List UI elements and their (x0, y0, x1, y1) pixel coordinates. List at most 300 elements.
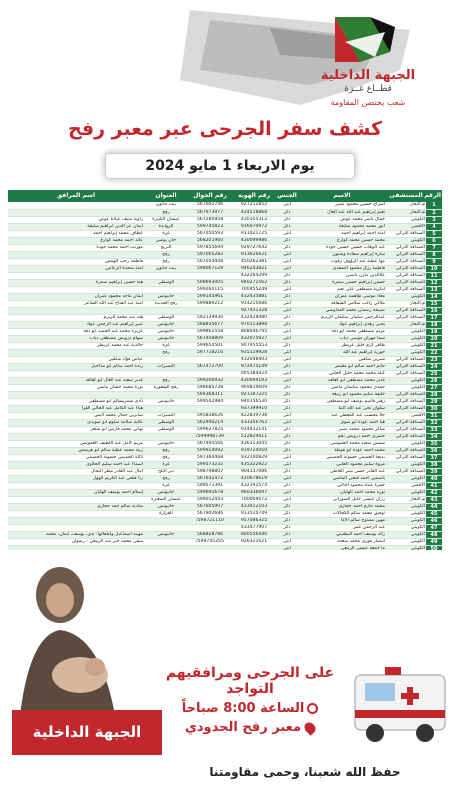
table-cell: 13 (426, 286, 442, 293)
table-cell: صبيحة رمضان محمد المداوسي (298, 307, 386, 314)
table-cell: 599627825 (188, 426, 232, 433)
table-cell: فاطمة رجب الهمص (8, 258, 144, 265)
table-cell: 599260115 (188, 286, 232, 293)
table-cell: الكويتي (386, 538, 426, 545)
travel-table-wrapper (8, 190, 442, 550)
table-cell: الكويتي (386, 328, 426, 335)
table-cell: توفيق محمد سالم الكجالات (298, 510, 386, 517)
table-cell: 35 (426, 440, 442, 447)
table-cell: 599691678 (188, 489, 232, 496)
table-cell: 432264299 (232, 272, 276, 279)
table-cell: الكويتي (386, 475, 426, 482)
table-cell: سارة إبراهيم سعادة وشنون (298, 251, 386, 258)
table-cell: الصداقة التركي (386, 272, 426, 279)
table-cell (8, 517, 144, 524)
table-cell (8, 272, 144, 279)
table-cell: خانيونس (144, 398, 188, 405)
table-cell (8, 524, 144, 531)
table-cell: الصداقة التركي (386, 258, 426, 265)
table-cell: إسلام احمد يوسف الهليان (8, 489, 144, 496)
table-cell: نوره محمد احمد الهليان (298, 489, 386, 496)
table-cell: كيلة محمد محمد خليل الحلبي (298, 370, 386, 377)
table-cell: ذكر (276, 524, 298, 531)
table-cell: 432435881 (232, 293, 276, 300)
table-cell: ذكر (276, 293, 298, 300)
table-cell: أنثى (276, 356, 298, 363)
footer (0, 555, 450, 800)
table-row (8, 377, 442, 384)
table-cell: 29 (426, 398, 442, 405)
table-row (8, 335, 442, 342)
table-cell: يحيى زهدي إبراهيم عواد (298, 321, 386, 328)
wounded-person-photo (0, 555, 140, 715)
table-cell: عبدالرحمن سلمان سليمان الزيرم (298, 314, 386, 321)
table-row (8, 454, 442, 461)
table-cell: شيرين شاهين (298, 356, 386, 363)
table-cell: ذكر (276, 342, 298, 349)
table-cell: 5 (426, 230, 442, 237)
table-cell: ذكر (276, 510, 298, 517)
table-cell: ثائلة الخميس حسونة الحصيني (8, 454, 144, 461)
table-body (8, 202, 442, 550)
table-cell: 21 (426, 342, 442, 349)
table-row (8, 531, 442, 538)
table-cell: 567002746 (188, 202, 232, 209)
logo-flag-icon (330, 12, 400, 67)
table-cell: 905184024 (232, 370, 276, 377)
table-cell: ذكر (276, 426, 298, 433)
table-cell: 47 (426, 524, 442, 531)
table-cell: أنثى (276, 475, 298, 482)
table-cell: م.النجار (386, 209, 426, 216)
table-cell (188, 272, 232, 279)
table-cell: خانيونس (144, 503, 188, 510)
column-header: الجنس (276, 190, 298, 202)
table-cell: 567605907 (188, 503, 232, 510)
table-cell: 907955553 (232, 342, 276, 349)
table-cell: نادي شمريسالم ابو مصطفى (8, 398, 144, 405)
table-cell (144, 538, 188, 545)
table-cell: الصداقة التركي (386, 363, 426, 370)
table-cell: 41 (426, 482, 442, 489)
table-cell: 3 (426, 216, 442, 223)
table-cell: 45 (426, 510, 442, 517)
table-cell: رفح (144, 454, 188, 461)
table-row (8, 279, 442, 286)
table-cell: الصداقة التركي (386, 454, 426, 461)
table-cell: محمد احمد عودة ابو فوطة (298, 447, 386, 454)
table-cell: رفح الجديدة (144, 300, 188, 307)
table-cell: أنثى (276, 286, 298, 293)
table-cell: الوسطى (144, 426, 188, 433)
table-cell: مروة سليم محمود الحلبي (298, 461, 386, 468)
table-cell: 935119928 (232, 349, 276, 356)
table-cell (8, 251, 144, 258)
table-cell: مهيبة اسماعيل واطفالها: ندى، يوسف، ايمان، محمد (8, 531, 144, 538)
table-cell: أنثى (276, 538, 298, 545)
table-cell (8, 510, 144, 517)
table-cell: شاكر محمود محمد نصير (298, 426, 386, 433)
table-cell: أنثى (276, 251, 298, 258)
table-cell: الصداقة التركي (386, 398, 426, 405)
table-cell: الصداقة التركي (386, 405, 426, 412)
table-cell: 567031472 (188, 475, 232, 482)
table-cell: 921187225 (232, 391, 276, 398)
table-cell: عبسان الصغيرة (144, 496, 188, 503)
table-cell: أنثى (276, 349, 298, 356)
table-cell (144, 391, 188, 398)
table-cell (144, 517, 188, 524)
table-header-row (8, 190, 442, 202)
table-cell: الصداقة التركي (386, 419, 426, 426)
table-row (8, 426, 442, 433)
table-cell: 568835677 (188, 321, 232, 328)
table-cell: 940156530 (232, 398, 276, 405)
table-cell: نعيم إبراهيم عبد الله عبد العال (298, 209, 386, 216)
table-cell: ذكر (276, 440, 298, 447)
table-cell: 592139930 (188, 314, 232, 321)
table-cell: ذكر (276, 503, 298, 510)
table-cell: 595838626 (188, 412, 232, 419)
table-cell: 432428480 (232, 314, 276, 321)
table-cell (8, 349, 144, 356)
table-cell: 970113898 (232, 321, 276, 328)
table-cell: امنة عبد الفتاح عبد الله الشاعر (8, 300, 144, 307)
table-cell: 2 (426, 209, 442, 216)
table-cell: 31 (426, 412, 442, 419)
table-cell: 598067129 (188, 265, 232, 272)
location-pin-icon (302, 720, 318, 736)
table-cell: 927451328 (232, 307, 276, 314)
table-cell: الصداقة التركي (386, 447, 426, 454)
table-cell: جمال ياسر محمد عوض (298, 216, 386, 223)
table-cell: مهين ممدوح سالم الاغا (298, 517, 386, 524)
table-cell: 48 (426, 531, 442, 538)
table-cell: 972475149 (232, 363, 276, 370)
table-row (8, 321, 442, 328)
column-header: الاسم (298, 190, 386, 202)
table-cell: معاذ موسى ظاهمه عمران (298, 293, 386, 300)
table-cell: الكويتي (386, 489, 426, 496)
table-cell: أنثى (276, 370, 298, 377)
table-cell: الصداقة التركي (386, 230, 426, 237)
table-row (8, 356, 442, 363)
table-cell: 960336097 (232, 489, 276, 496)
table-cell: 567902686 (188, 510, 232, 517)
table-cell: 435322922 (232, 461, 276, 468)
column-header: العنوان (144, 190, 188, 202)
table-cell (188, 545, 232, 550)
table-cell: الكويتي (386, 545, 426, 550)
table-cell: 599889212 (188, 300, 232, 307)
table-cell: 937399910 (232, 405, 276, 412)
table-cell (8, 545, 144, 550)
table-row (8, 545, 442, 550)
table-cell: هند عبد محمد الزيرم (8, 314, 144, 321)
instruction-time: الساعة 8:00 صباحاً (181, 701, 305, 716)
table-cell: خانيونس (144, 321, 188, 328)
table-cell: ذكر (276, 398, 298, 405)
table-cell: ما جمعة عيسى الربيعي (298, 545, 386, 550)
table-cell: أنثى (276, 377, 298, 384)
table-cell (188, 307, 232, 314)
table-cell: الكويتي (386, 510, 426, 517)
table-cell: 567472700 (188, 363, 232, 370)
table-cell: 914215686 (232, 300, 276, 307)
table-cell (144, 524, 188, 531)
table-cell: الكويتي (386, 531, 426, 538)
table-cell: م.النجار (386, 300, 426, 307)
table-cell: آمال عبد القادر مطر البحال (8, 468, 144, 475)
page-title: كشف سفر الجرحى عبر معبر رفح (67, 118, 383, 140)
table-cell: ذكر (276, 321, 298, 328)
table-cell: 594368311 (188, 391, 232, 398)
table-cell: شمس سعيد محمد العموسي (298, 440, 386, 447)
table-cell: 568201960 (188, 237, 232, 244)
table-cell: اسماء عبد احمد سليم الحلاوي (8, 461, 144, 468)
table-cell: حمزة عماد محمود الذالي (298, 482, 386, 489)
table-cell (188, 356, 232, 363)
table-cell: عزيزة محمد عبد الحميد ابو دقة (8, 328, 144, 335)
table-cell: امنة احمد ابراهيم احمد (298, 230, 386, 237)
table-cell: 27 (426, 384, 442, 391)
table-cell: مها عطية عبد الرؤوف رقوت (298, 258, 386, 265)
table-cell: سلوان نجي عبد الله البنا (298, 405, 386, 412)
table-cell: 12 (426, 279, 442, 286)
table-cell: 957086325 (232, 517, 276, 524)
table-cell (8, 202, 144, 209)
table-cell: رفح (144, 475, 188, 482)
table-cell: امنة شحدة الزعانين (8, 265, 144, 272)
table-cell: خانيونس (144, 335, 188, 342)
table-cell: لنكرية مصطفى علي نجم (298, 286, 386, 293)
table-cell: 20 (426, 335, 442, 342)
column-header: المستشفى (386, 190, 426, 202)
table-cell: 599145961 (188, 293, 232, 300)
table-row (8, 216, 442, 223)
table-cell: ذكر (276, 363, 298, 370)
table-row (8, 307, 442, 314)
table-cell: 22 (426, 349, 442, 356)
table-cell: غدير سعيد عبد العال ابو كفاقه (8, 377, 144, 384)
table-cell: مريم كامل عبد اللطيف العموسي (8, 440, 144, 447)
table-cell: الكويتي (386, 461, 426, 468)
table-cell: 16 (426, 307, 442, 314)
table-cell: 916070972 (232, 223, 276, 230)
table-row (8, 482, 442, 489)
table-cell: 927212852 (232, 202, 276, 209)
table-cell: 4 (426, 223, 442, 230)
table-cell: 9 (426, 258, 442, 265)
table-cell (232, 545, 276, 550)
table-cell: عبير إبراهيم عبد الرحمن عواد (8, 321, 144, 328)
table-cell: 6 (426, 237, 442, 244)
table-cell: عبد الرحمن عمر (298, 524, 386, 531)
table-cell: الصداقة التركي (386, 370, 426, 377)
table-cell: الكويتي (386, 237, 426, 244)
table-cell: أنثى (276, 412, 298, 419)
table-cell: 24 (426, 363, 442, 370)
table-cell: 19 (426, 328, 442, 335)
table-cell: خان يونس (144, 237, 188, 244)
table-cell: خليفة سليم محمود ابو ربيعة (298, 391, 386, 398)
table-cell: 599861558 (188, 328, 232, 335)
table-cell (144, 433, 188, 440)
table-cell: 26 (426, 377, 442, 384)
table-cell: 904337086 (232, 468, 276, 475)
table-row (8, 314, 442, 321)
column-header: الرقم (426, 190, 442, 202)
table-cell: 919724050 (232, 447, 276, 454)
table-row (8, 363, 442, 370)
table-cell: الكويتي (386, 524, 426, 531)
table-cell: ياسمين احمد فتحي الماسي (298, 475, 386, 482)
table-cell: أنثى (276, 496, 298, 503)
table-cell: ذكر (276, 216, 298, 223)
table-cell: 599573232 (188, 461, 232, 468)
table-cell: 567280958 (188, 216, 232, 223)
table-cell: 567408809 (188, 335, 232, 342)
table-cell: عبسان الكبيرة (144, 216, 188, 223)
table-cell (8, 391, 144, 398)
table-cell: محمد حازم احمد حجازي (298, 503, 386, 510)
table-cell: راوية منيف عيادة عوض (8, 216, 144, 223)
table-cell: 7 (426, 244, 442, 251)
table-cell: الصداقة التركي (386, 433, 426, 440)
travel-table (8, 190, 442, 550)
table-cell: 34 (426, 433, 442, 440)
table-cell: الكويتي (386, 384, 426, 391)
table-cell: حسين إبراهيم حسين سمرة (298, 279, 386, 286)
table-cell: 913626621 (232, 251, 276, 258)
table-cell: خانيونس (144, 293, 188, 300)
table-cell: رفح (144, 251, 188, 258)
table-cell: هيا احمد عودة ابو صوي (298, 419, 386, 426)
table-cell: الكويتي (386, 293, 426, 300)
table-cell: ذكر (276, 405, 298, 412)
table-row (8, 237, 442, 244)
table-cell: أنثى (276, 335, 298, 342)
table-cell: 433477907 (232, 524, 276, 531)
table-cell: البريج (144, 244, 188, 251)
table-cell: 10 (426, 265, 442, 272)
column-header: رقم الجوال (188, 190, 232, 202)
table-cell: عبد الوهاب حسين حسين جودة (298, 244, 386, 251)
table-row (8, 258, 442, 265)
table-cell: 44 (426, 503, 442, 510)
table-cell: دير البلح (144, 468, 188, 475)
table-cell: 43 (426, 496, 442, 503)
table-cell: أنثى (276, 454, 298, 461)
table-cell: أنثى (276, 258, 298, 265)
table-row (8, 391, 442, 398)
table-cell: 432075927 (232, 335, 276, 342)
table-cell: 18 (426, 321, 442, 328)
table-cell: الكويتي (386, 342, 426, 349)
table-row (8, 489, 442, 496)
table-cell: 14 (426, 293, 442, 300)
table-cell: الكويتي (386, 503, 426, 510)
table-cell: 46 (426, 517, 442, 524)
table-row (8, 230, 442, 237)
table-row (8, 475, 442, 482)
table-cell: غزة (144, 482, 188, 489)
table-cell: م.النجار (386, 321, 426, 328)
table-cell (144, 405, 188, 412)
table-row (8, 538, 442, 545)
table-cell: 49 (426, 538, 442, 545)
table-cell (144, 307, 188, 314)
table-cell: الكويتي (386, 440, 426, 447)
table-cell: ملاكي راغب سلامي الشقاقة (298, 300, 386, 307)
table-cell: 40 (426, 475, 442, 482)
table-row (8, 209, 442, 216)
table-cell: ذكر (276, 244, 298, 251)
table-cell: شادية سالم حمد حجازي (8, 503, 144, 510)
table-cell: الكويتي (386, 335, 426, 342)
table-cell: الصداقة التركي (386, 356, 426, 363)
table-cell (8, 496, 144, 503)
table-cell (144, 286, 188, 293)
table-cell: الكويتي (386, 349, 426, 356)
table-cell: نورة محمد حسان ماضي (8, 384, 144, 391)
table-cell: خانيونس (144, 531, 188, 538)
table-cell: 911421725 (232, 230, 276, 237)
table-row (8, 300, 442, 307)
table-cell: 430099986 (232, 237, 276, 244)
table-cell: 946243821 (232, 265, 276, 272)
table-cell: الصداقة التركي (386, 279, 426, 286)
table-cell: محمد حسين محمد كوارع (298, 237, 386, 244)
table-cell: عبد القادر حسن منير العاطي (298, 468, 386, 475)
table-cell: مريم مصطفى محمد ابو دقة (298, 328, 386, 335)
table-cell: أنثى (276, 230, 298, 237)
table-cell: الوسطى (144, 419, 188, 426)
logo-slogan: شعب يحتضن المقاومة (330, 98, 406, 107)
table-cell: فاطمة رزق محمود الصفدي (298, 265, 386, 272)
table-cell: أنثى (276, 545, 298, 550)
table-cell: الصداقة التركي (386, 391, 426, 398)
table-cell: 33 (426, 426, 442, 433)
table-cell: 432048403 (232, 356, 276, 363)
table-cell: 433356763 (232, 419, 276, 426)
table-cell: 32 (426, 419, 442, 426)
table-cell: 597855694 (188, 244, 232, 251)
clock-icon (307, 703, 318, 714)
table-cell: ذكر (276, 314, 298, 321)
table-cell: بيت حانون (144, 265, 188, 272)
table-cell: سهام درويش مصطفى دياب (8, 335, 144, 342)
table-cell: رفح (144, 258, 188, 265)
table-cell: الصداقة التركي (386, 468, 426, 475)
table-cell: خانيونس (144, 489, 188, 496)
table-cell: الكويتي (386, 377, 426, 384)
table-cell: 932100829 (232, 454, 276, 461)
table-cell: عباس فؤاد شاهين (8, 356, 144, 363)
table-row (8, 223, 442, 230)
table-cell: 969819609 (232, 384, 276, 391)
table-cell: 25 (426, 370, 442, 377)
table-row (8, 517, 442, 524)
table-cell: حلا محسب عبد المعطي عبد (298, 412, 386, 419)
table-cell: رفح (144, 447, 188, 454)
table-cell: 929727642 (232, 244, 276, 251)
table-cell: رزان عيسى خليل الصوراني (298, 496, 386, 503)
column-header: اسم المرافق (8, 190, 144, 202)
table-row (8, 286, 442, 293)
table-cell: الأقصى (386, 223, 426, 230)
table-row (8, 468, 442, 475)
